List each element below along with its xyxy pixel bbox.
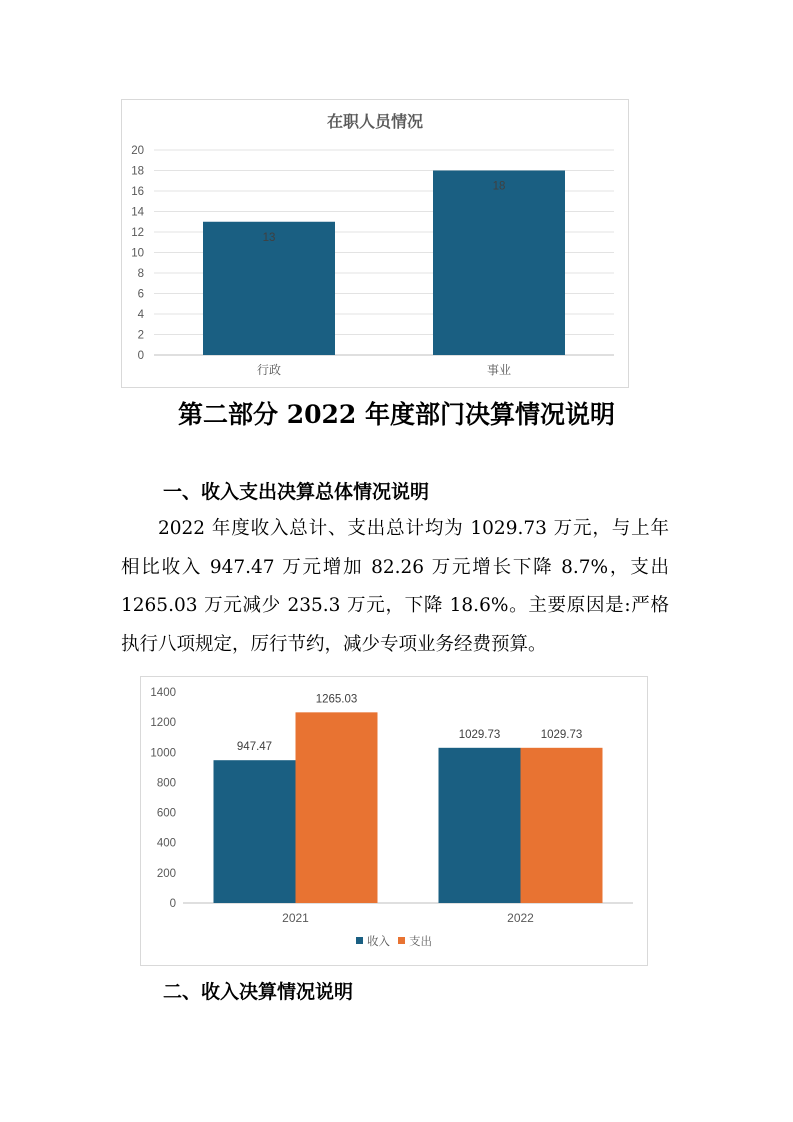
bar-收入-2021 xyxy=(214,760,296,903)
y-tick-label: 14 xyxy=(131,206,144,219)
y-tick-label: 1400 xyxy=(150,687,176,699)
chart-title: 在职人员情况 xyxy=(326,114,424,131)
y-tick-label: 20 xyxy=(131,145,144,157)
y-tick-label: 10 xyxy=(131,247,144,260)
finance-chart xyxy=(140,676,648,966)
y-tick-label: 600 xyxy=(156,807,176,820)
bar-支出-2022 xyxy=(521,748,603,903)
finance-chart-svg xyxy=(141,677,647,965)
y-tick-label: 8 xyxy=(137,268,144,280)
y-tick-label: 18 xyxy=(131,165,144,178)
y-tick-label: 1000 xyxy=(150,747,176,760)
y-tick-label: 0 xyxy=(137,350,144,362)
data-label: 1029.73 xyxy=(458,728,501,741)
data-label: 1029.73 xyxy=(540,728,583,741)
y-tick-label: 4 xyxy=(137,309,144,321)
y-tick-label: 2 xyxy=(137,329,144,342)
data-label: 947.47 xyxy=(236,741,273,754)
staff-chart-svg xyxy=(122,100,628,387)
x-tick-label: 2022 xyxy=(507,911,534,925)
y-tick-label: 0 xyxy=(169,898,176,910)
x-tick-label: 行政 xyxy=(256,363,282,377)
y-tick-label: 400 xyxy=(156,837,176,850)
y-tick-label: 12 xyxy=(131,227,144,239)
bar-收入-2022 xyxy=(439,748,521,903)
legend-label: 收入 xyxy=(367,936,390,948)
y-tick-label: 200 xyxy=(156,867,176,880)
x-tick-label: 2021 xyxy=(282,911,309,925)
subsection-title-income: 二、收入决算情况说明 xyxy=(163,981,354,1003)
y-tick-label: 800 xyxy=(156,777,176,790)
data-label: 13 xyxy=(262,231,276,244)
staff-chart xyxy=(121,99,629,388)
bar-事业 xyxy=(433,171,565,356)
x-tick-label: 事业 xyxy=(486,363,512,377)
section-title: 第二部分 2022 年度部门决算情况说明 xyxy=(178,400,615,429)
bar-支出-2021 xyxy=(296,712,378,903)
y-tick-label: 16 xyxy=(131,186,144,198)
legend-label: 支出 xyxy=(409,936,432,948)
y-tick-label: 6 xyxy=(137,288,144,301)
summary-paragraph: 2022 年度收入总计、支出总计均为 1029.73 万元，与上年相比收入 947.47 万元增加 82.26 万元增长下降 8.7%，支出 1265.03 万元减少 235.3 万元，下降 18.6%。主要原因是:严格执行八项规定，厉行节约，减少专项业务经费预算。 xyxy=(121,518,669,655)
legend-swatch xyxy=(356,937,363,944)
data-label: 18 xyxy=(492,180,506,193)
data-label: 1265.03 xyxy=(315,693,358,706)
legend-swatch xyxy=(398,937,405,944)
y-tick-label: 1200 xyxy=(150,717,176,730)
subsection-title-income-expense: 一、收入支出决算总体情况说明 xyxy=(163,481,430,503)
